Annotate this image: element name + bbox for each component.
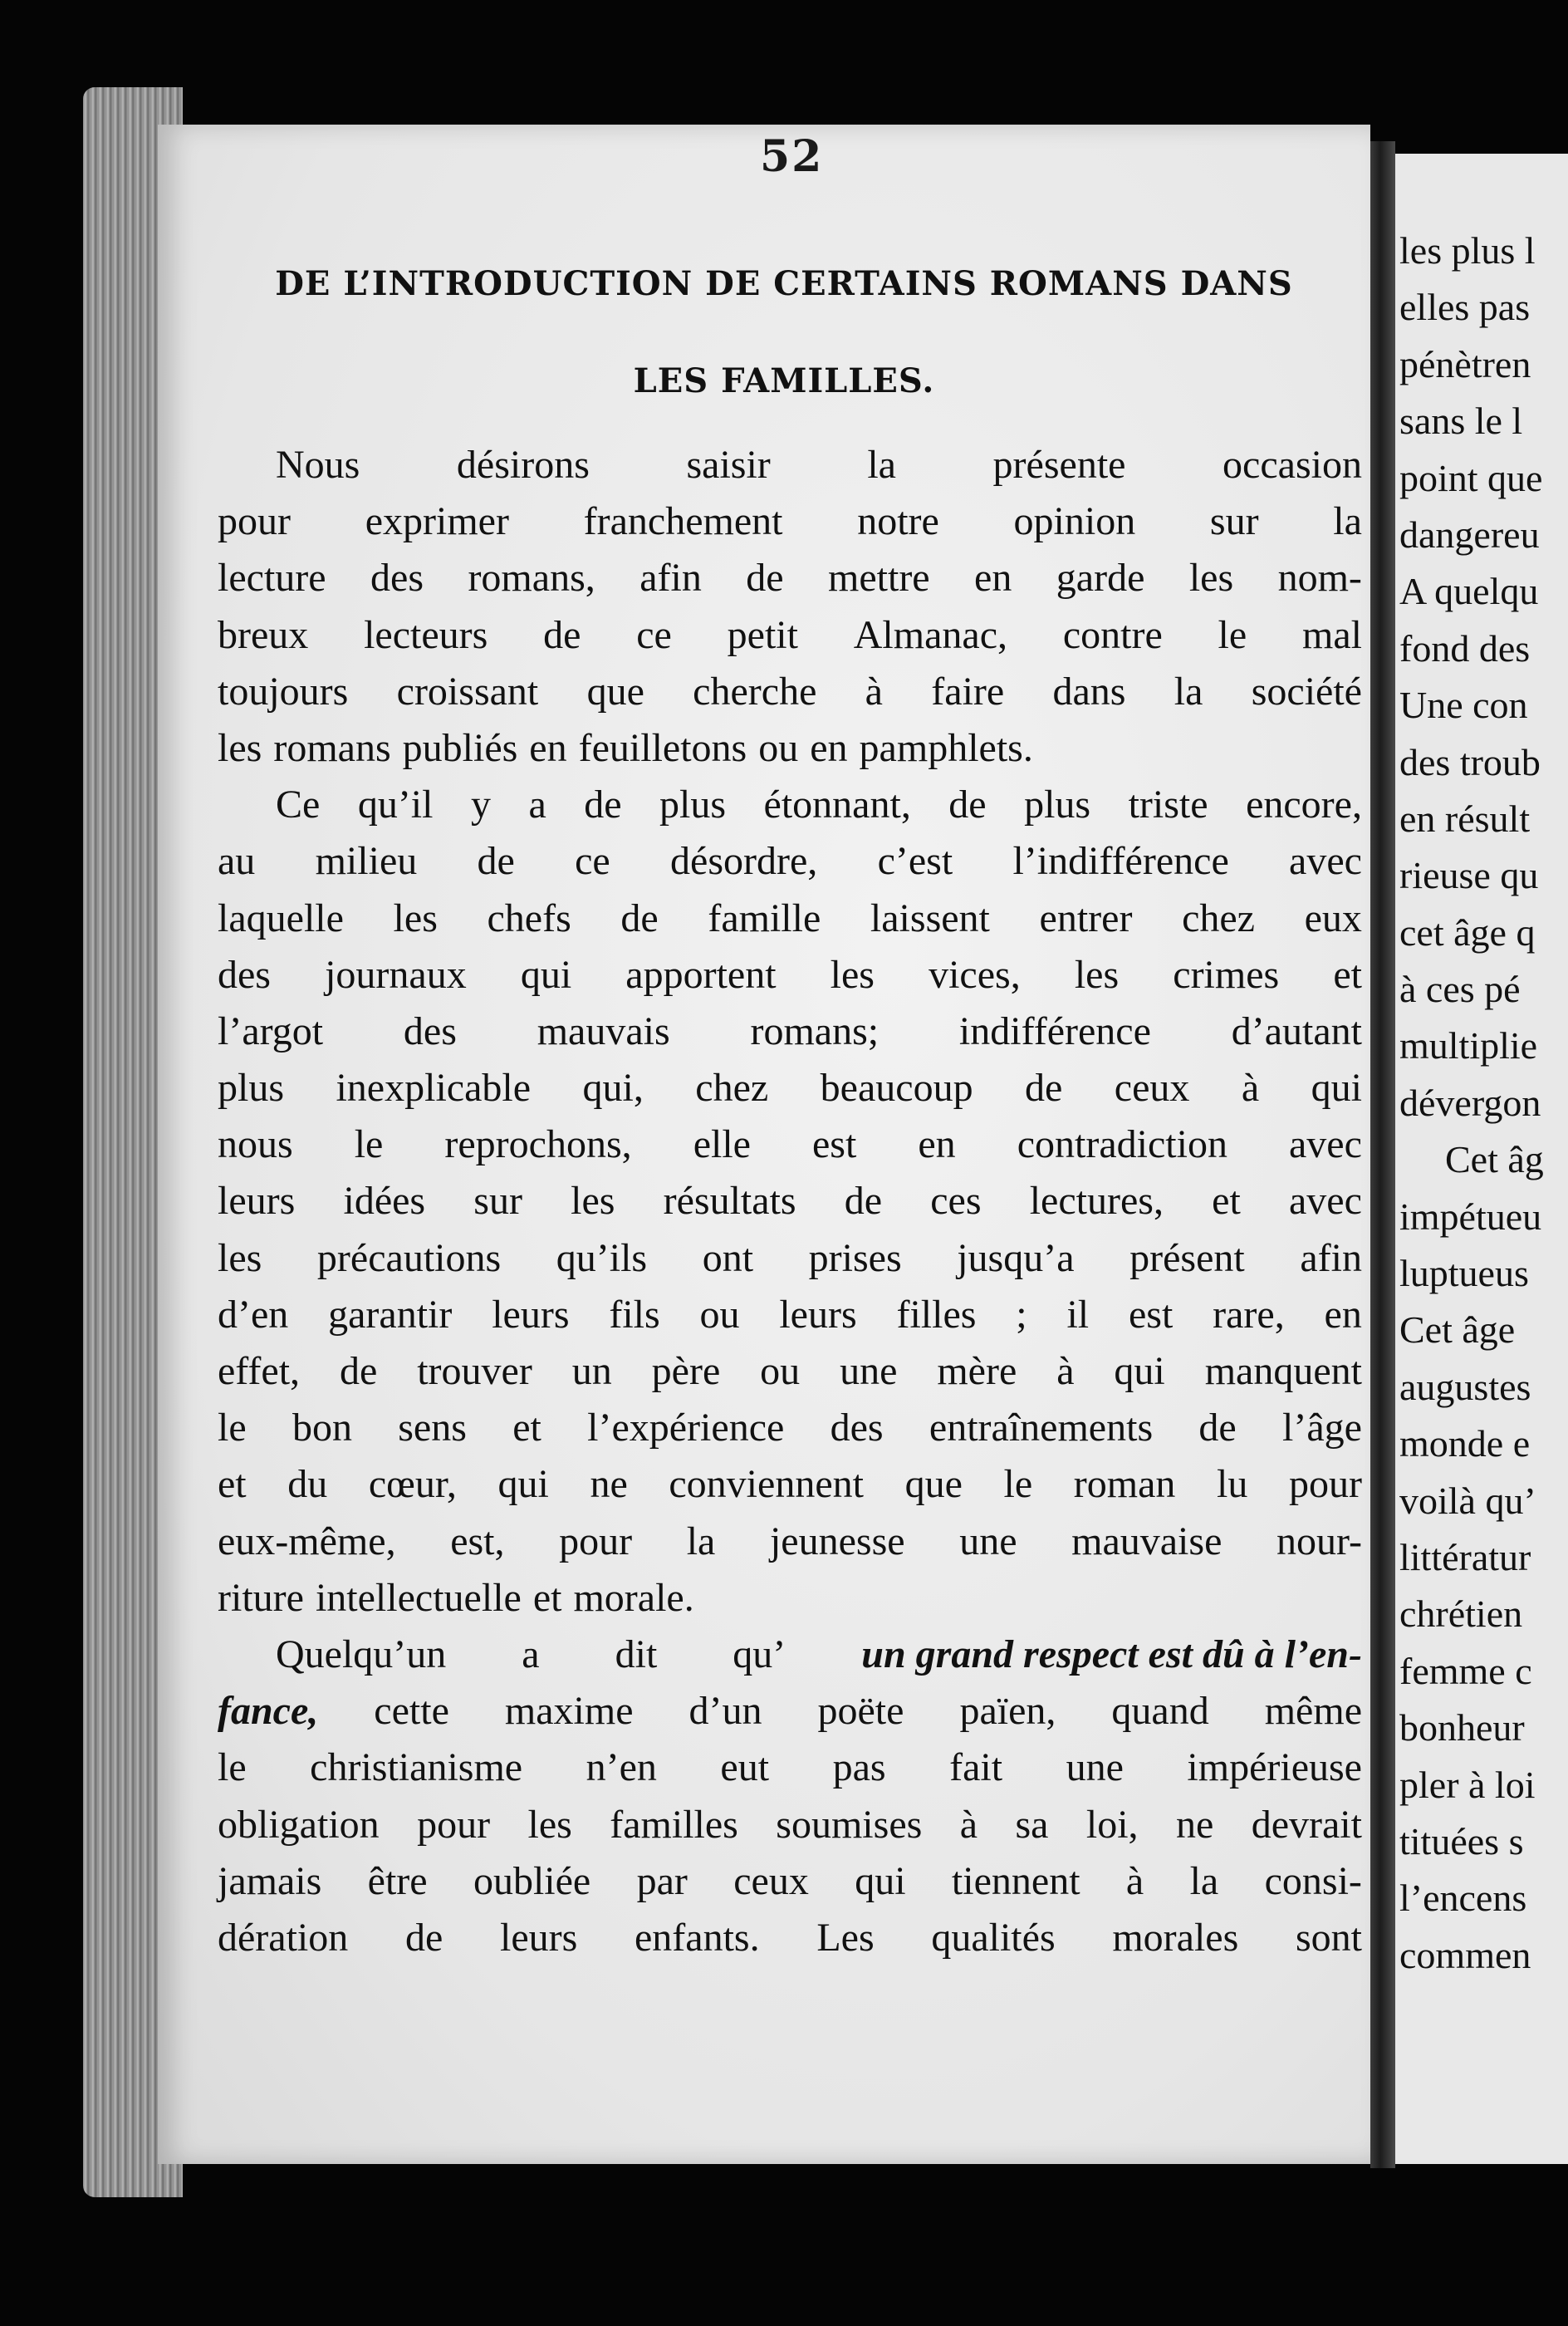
- word: Ce: [276, 783, 321, 827]
- right-page-line: à ces pé: [1399, 968, 1521, 1011]
- right-page-line: dangereu: [1399, 513, 1540, 556]
- word: de: [948, 783, 987, 827]
- right-page-line: pler à loi: [1399, 1763, 1536, 1806]
- text-line: [218, 1514, 1362, 1570]
- word: qui: [497, 1462, 549, 1507]
- right-page-line: chrétien: [1399, 1592, 1523, 1636]
- text-line: [218, 1910, 1362, 1966]
- word: oubliée: [473, 1858, 591, 1903]
- word: désordre,: [670, 839, 818, 884]
- text-line: [218, 437, 1362, 493]
- right-page-line: rieuse qu: [1399, 854, 1539, 897]
- text-line: [218, 1570, 1362, 1627]
- word: et: [512, 1406, 541, 1450]
- word: soumises: [776, 1802, 923, 1847]
- word: en: [810, 725, 848, 770]
- word: pamphlets.: [859, 725, 1033, 770]
- word: obligation: [218, 1802, 380, 1847]
- word: ;: [1016, 1292, 1027, 1337]
- chapter-subtitle: LES FAMILLES.: [633, 361, 935, 400]
- word: lectures,: [1029, 1179, 1164, 1224]
- word: être: [367, 1858, 428, 1903]
- word: journaux: [325, 952, 467, 997]
- word: afin: [639, 556, 702, 601]
- right-page-line: voilà qu’: [1399, 1479, 1536, 1522]
- word: plus: [1024, 783, 1091, 827]
- word: ont: [702, 1235, 754, 1280]
- word: entrer: [1039, 896, 1133, 940]
- word: notre: [857, 499, 939, 544]
- word: laissent: [870, 896, 990, 940]
- text-line: [218, 1797, 1362, 1853]
- word: garde: [1056, 556, 1145, 601]
- word: les: [571, 1179, 615, 1224]
- word: des: [830, 1406, 884, 1450]
- word: sur: [473, 1179, 522, 1224]
- text-line: [218, 1287, 1362, 1343]
- text-line: [218, 891, 1362, 947]
- word: leurs: [492, 1292, 570, 1337]
- right-page-line: luptueus: [1399, 1252, 1529, 1295]
- word: et: [532, 1575, 562, 1620]
- word: n’en: [586, 1745, 657, 1790]
- word: dit: [615, 1632, 658, 1676]
- right-page-line: bonheur: [1399, 1706, 1525, 1749]
- right-page-line: point que: [1399, 456, 1543, 499]
- text-line: [218, 1116, 1362, 1173]
- word: sens: [398, 1406, 467, 1450]
- right-page-line: monde e: [1399, 1422, 1531, 1465]
- word: une: [959, 1519, 1017, 1563]
- word: morales: [1112, 1915, 1239, 1960]
- right-page-line: sans le l: [1399, 400, 1523, 443]
- word: société: [1251, 669, 1362, 714]
- word: étonnant,: [763, 783, 911, 827]
- right-page-line: Une con: [1399, 684, 1528, 727]
- word: sa: [1015, 1802, 1049, 1847]
- word: précautions: [316, 1235, 502, 1280]
- right-page-line: fond des: [1399, 626, 1531, 670]
- word: de: [1198, 1406, 1237, 1450]
- word: opinion: [1013, 499, 1136, 544]
- word: cette: [374, 1689, 449, 1734]
- text-line: [218, 947, 1362, 1004]
- right-page-line: femme c: [1399, 1649, 1532, 1692]
- word: plus: [218, 1066, 285, 1111]
- word: rare,: [1213, 1292, 1285, 1337]
- word: présent: [1129, 1235, 1245, 1280]
- word: Nous: [276, 443, 360, 487]
- text-line: [218, 1343, 1362, 1400]
- word: chefs: [487, 896, 571, 940]
- word: à: [1241, 1066, 1260, 1111]
- word: roman: [1073, 1462, 1176, 1507]
- right-page-text: [1399, 223, 1568, 1984]
- word: eux-même,: [218, 1519, 396, 1563]
- word: du: [287, 1462, 328, 1507]
- word: nous: [218, 1122, 293, 1167]
- word: toujours: [218, 669, 349, 714]
- word: une: [1066, 1745, 1124, 1790]
- word: et: [218, 1462, 247, 1507]
- word: quand: [1111, 1689, 1209, 1734]
- word: au: [218, 839, 256, 884]
- word: exprimer: [365, 499, 509, 544]
- word: Quelqu’un: [276, 1632, 447, 1676]
- chapter-title: DE L’INTRODUCTION DE CERTAINS ROMANS DANS: [275, 264, 1293, 303]
- right-page-line: impétueu: [1399, 1195, 1542, 1238]
- right-page-line: en résult: [1399, 797, 1531, 840]
- word: et: [1333, 952, 1362, 997]
- word: lecture: [218, 556, 326, 601]
- word: jamais: [218, 1858, 322, 1903]
- word: désirons: [456, 443, 590, 487]
- word: leurs: [499, 1915, 578, 1960]
- word: sur: [1209, 499, 1259, 544]
- word: inexplicable: [336, 1066, 532, 1111]
- word: en: [529, 725, 567, 770]
- text-line: [218, 1004, 1362, 1060]
- word: pour: [559, 1519, 633, 1563]
- word: bon: [292, 1406, 352, 1450]
- word: Almanac,: [853, 612, 1008, 657]
- word: qu’: [733, 1632, 786, 1676]
- right-page-line: commen: [1399, 1933, 1531, 1976]
- word: conviennent: [669, 1462, 864, 1507]
- word: beaucoup: [820, 1066, 973, 1111]
- word: leurs: [779, 1292, 857, 1337]
- word: il: [1066, 1292, 1090, 1337]
- word: le: [1003, 1462, 1033, 1507]
- word: qualités: [931, 1915, 1056, 1960]
- word: afin: [1300, 1235, 1362, 1280]
- word: un: [571, 1349, 612, 1393]
- word: qui: [520, 952, 572, 997]
- body-text: [218, 437, 1362, 1966]
- word: païen,: [959, 1689, 1056, 1734]
- right-page-line: augustes: [1399, 1365, 1531, 1408]
- word: l’indifférence: [1012, 839, 1229, 884]
- word: la: [1333, 499, 1362, 544]
- word: croissant: [396, 669, 539, 714]
- word: que: [904, 1462, 963, 1507]
- word: chez: [695, 1066, 769, 1111]
- right-page-line: dévergon: [1399, 1081, 1541, 1124]
- word: petit: [727, 612, 798, 657]
- word: mettre: [828, 556, 930, 601]
- word: d’autant: [1231, 1008, 1362, 1053]
- word: à: [865, 669, 883, 714]
- word: père: [651, 1349, 721, 1393]
- word: la: [686, 1519, 716, 1563]
- word: enfants.: [635, 1915, 760, 1960]
- word: triste: [1128, 783, 1208, 827]
- text-line: [218, 550, 1362, 606]
- word: qu’il: [357, 783, 434, 827]
- word: ou: [699, 1292, 740, 1337]
- word: consi-: [1264, 1858, 1362, 1903]
- word: garantir: [328, 1292, 453, 1337]
- word: en: [974, 556, 1012, 601]
- word: a: [522, 1632, 540, 1676]
- word: de: [543, 612, 581, 657]
- word: de: [477, 839, 515, 884]
- word: de: [1025, 1066, 1063, 1111]
- word: de: [844, 1179, 883, 1224]
- word: fait: [949, 1745, 1003, 1790]
- word: qu’ils: [556, 1235, 648, 1280]
- word: avec: [1288, 1179, 1362, 1224]
- word: crimes: [1173, 952, 1280, 997]
- right-page-line: Cet âg: [1445, 1138, 1544, 1181]
- text-line: [218, 1230, 1362, 1287]
- text-line: [218, 1740, 1362, 1796]
- word: jusqu’a: [957, 1235, 1075, 1280]
- word: de: [404, 1915, 443, 1960]
- word: plus: [659, 783, 727, 827]
- text-line: [218, 1627, 1362, 1683]
- word: mauvais: [537, 1008, 670, 1053]
- word: à: [959, 1802, 978, 1847]
- word: une: [840, 1349, 898, 1393]
- word: chez: [1182, 896, 1255, 940]
- text-line: [218, 1173, 1362, 1229]
- text-line: [218, 1853, 1362, 1910]
- word: le: [354, 1122, 384, 1167]
- word: lu: [1216, 1462, 1248, 1507]
- word: de: [746, 556, 784, 601]
- word: faire: [931, 669, 1005, 714]
- word: vices,: [929, 952, 1021, 997]
- right-page-line: cet âge q: [1399, 910, 1536, 954]
- word: résultats: [663, 1179, 796, 1224]
- word: laquelle: [218, 896, 344, 940]
- word: contre: [1062, 612, 1163, 657]
- word: nom-: [1277, 556, 1362, 601]
- word: ne: [1175, 1802, 1214, 1847]
- word: intellectuelle: [315, 1575, 522, 1620]
- word: mal: [1301, 612, 1362, 657]
- word: cœur,: [368, 1462, 457, 1507]
- word: avec: [1288, 1122, 1362, 1167]
- text-line: [218, 1060, 1362, 1116]
- word: feuilletons: [578, 725, 747, 770]
- right-page-line: elles pas: [1399, 286, 1531, 329]
- word: romans,: [468, 556, 595, 601]
- word: qui: [1114, 1349, 1165, 1393]
- word: filles: [896, 1292, 977, 1337]
- word: contradiction: [1017, 1122, 1227, 1167]
- page-number: 52: [760, 131, 824, 182]
- word: l’expérience: [587, 1406, 785, 1450]
- word: leurs: [218, 1179, 296, 1224]
- word: devrait: [1251, 1802, 1362, 1847]
- word: pour: [218, 499, 291, 544]
- word: de: [620, 896, 659, 940]
- word: par: [636, 1858, 688, 1903]
- text-line: [218, 607, 1362, 664]
- word: milieu: [315, 839, 418, 884]
- word: trouver: [417, 1349, 532, 1393]
- right-page-line: littératur: [1399, 1535, 1531, 1578]
- word: le: [218, 1745, 247, 1790]
- word: à: [1125, 1858, 1144, 1903]
- word: même: [1264, 1689, 1362, 1734]
- word: qui: [1311, 1066, 1362, 1111]
- word: dération: [218, 1915, 349, 1960]
- word: indifférence: [958, 1008, 1151, 1053]
- word: pour: [1288, 1462, 1362, 1507]
- text-line: [218, 777, 1362, 833]
- word: est: [812, 1122, 857, 1167]
- word: l’argot: [218, 1008, 324, 1053]
- word: apportent: [625, 952, 777, 997]
- word: des: [370, 556, 424, 601]
- word: entraînements: [929, 1406, 1154, 1450]
- word: de: [584, 783, 622, 827]
- text-line: [218, 493, 1362, 550]
- word: loi,: [1085, 1802, 1139, 1847]
- word: que: [586, 669, 644, 714]
- word: qui: [855, 1858, 906, 1903]
- word: jeunesse: [769, 1519, 905, 1563]
- word: le: [1218, 612, 1247, 657]
- word: publiés: [402, 725, 518, 770]
- text-line: [218, 1400, 1362, 1456]
- word: saisir: [686, 443, 771, 487]
- right-page-line: A quelqu: [1399, 570, 1539, 613]
- word: les: [1074, 952, 1120, 997]
- word: impérieuse: [1187, 1745, 1362, 1790]
- word: ceux: [1114, 1066, 1190, 1111]
- word: les: [830, 952, 875, 997]
- word: prises: [808, 1235, 902, 1280]
- word: lecteurs: [364, 612, 488, 657]
- text-line: [218, 1683, 1362, 1740]
- word: les: [393, 896, 438, 940]
- word: effet,: [218, 1349, 301, 1393]
- word: présente: [992, 443, 1126, 487]
- right-page-line: les plus l: [1399, 229, 1536, 272]
- word: mauvaise: [1071, 1519, 1223, 1563]
- word: la: [1174, 669, 1203, 714]
- word: et: [1212, 1179, 1241, 1224]
- word: les: [1188, 556, 1234, 601]
- right-page-line: multiplie: [1399, 1024, 1538, 1067]
- word: les: [218, 725, 262, 770]
- word: l’âge: [1282, 1406, 1362, 1450]
- word: mère: [937, 1349, 1017, 1393]
- text-line: [218, 1456, 1362, 1513]
- word: ceux: [733, 1858, 809, 1903]
- word: des: [218, 952, 271, 997]
- word: encore,: [1246, 783, 1362, 827]
- word: est: [1128, 1292, 1174, 1337]
- text-line: [218, 664, 1362, 720]
- word: breux: [218, 612, 309, 657]
- word: Les: [816, 1915, 875, 1960]
- word: idées: [343, 1179, 426, 1224]
- word: pour: [417, 1802, 491, 1847]
- word: ces: [930, 1179, 982, 1224]
- word: christianisme: [310, 1745, 523, 1790]
- word: ce: [575, 839, 610, 884]
- word: pas: [832, 1745, 886, 1790]
- word: les: [218, 1235, 262, 1280]
- word: a: [528, 783, 546, 827]
- right-page-line: l’encens: [1399, 1877, 1527, 1920]
- word: c’est: [877, 839, 953, 884]
- right-page-line: Cet âge: [1399, 1308, 1516, 1352]
- word: manquent: [1204, 1349, 1362, 1393]
- word: la: [1189, 1858, 1219, 1903]
- word: le: [218, 1406, 247, 1450]
- word: poëte: [817, 1689, 904, 1734]
- word: sont: [1295, 1915, 1362, 1960]
- word: de: [339, 1349, 378, 1393]
- word: maxime: [504, 1689, 634, 1734]
- word: cherche: [693, 669, 817, 714]
- word: romans;: [750, 1008, 880, 1053]
- word: reprochons,: [444, 1122, 632, 1167]
- word: qui,: [582, 1066, 644, 1111]
- word: avec: [1289, 839, 1362, 884]
- word: en: [918, 1122, 956, 1167]
- word: morale.: [573, 1575, 694, 1620]
- word: nour-: [1276, 1519, 1362, 1563]
- text-line: [218, 720, 1362, 777]
- word: riture: [218, 1575, 304, 1620]
- word: ne: [590, 1462, 628, 1507]
- right-page-line: tituées s: [1399, 1819, 1524, 1862]
- word: ou: [758, 725, 799, 770]
- right-page-line: des troub: [1399, 740, 1541, 783]
- word: familles: [610, 1802, 738, 1847]
- word: tiennent: [951, 1858, 1080, 1903]
- word: fils: [609, 1292, 660, 1337]
- word: ce: [636, 612, 672, 657]
- word: d’un: [688, 1689, 762, 1734]
- word: la: [867, 443, 896, 487]
- word: à: [1056, 1349, 1075, 1393]
- word: franchement: [583, 499, 783, 544]
- word: romans: [273, 725, 391, 770]
- word: elle: [693, 1122, 751, 1167]
- word: eux: [1304, 896, 1362, 940]
- word: en: [1324, 1292, 1362, 1337]
- word: les: [527, 1802, 572, 1847]
- text-line: [218, 833, 1362, 890]
- word: famille: [708, 896, 821, 940]
- word: y: [470, 783, 491, 827]
- word: dans: [1052, 669, 1126, 714]
- word: occasion: [1223, 443, 1362, 487]
- word: fance,: [218, 1689, 319, 1734]
- word: eut: [720, 1745, 770, 1790]
- right-page-line: pénètren: [1399, 342, 1531, 385]
- word: est,: [450, 1519, 505, 1563]
- word: un grand respect est dû à l’en-: [861, 1632, 1362, 1676]
- word: d’en: [218, 1292, 289, 1337]
- book-gutter: [1370, 141, 1395, 2168]
- word: des: [403, 1008, 457, 1053]
- word: ou: [760, 1349, 801, 1393]
